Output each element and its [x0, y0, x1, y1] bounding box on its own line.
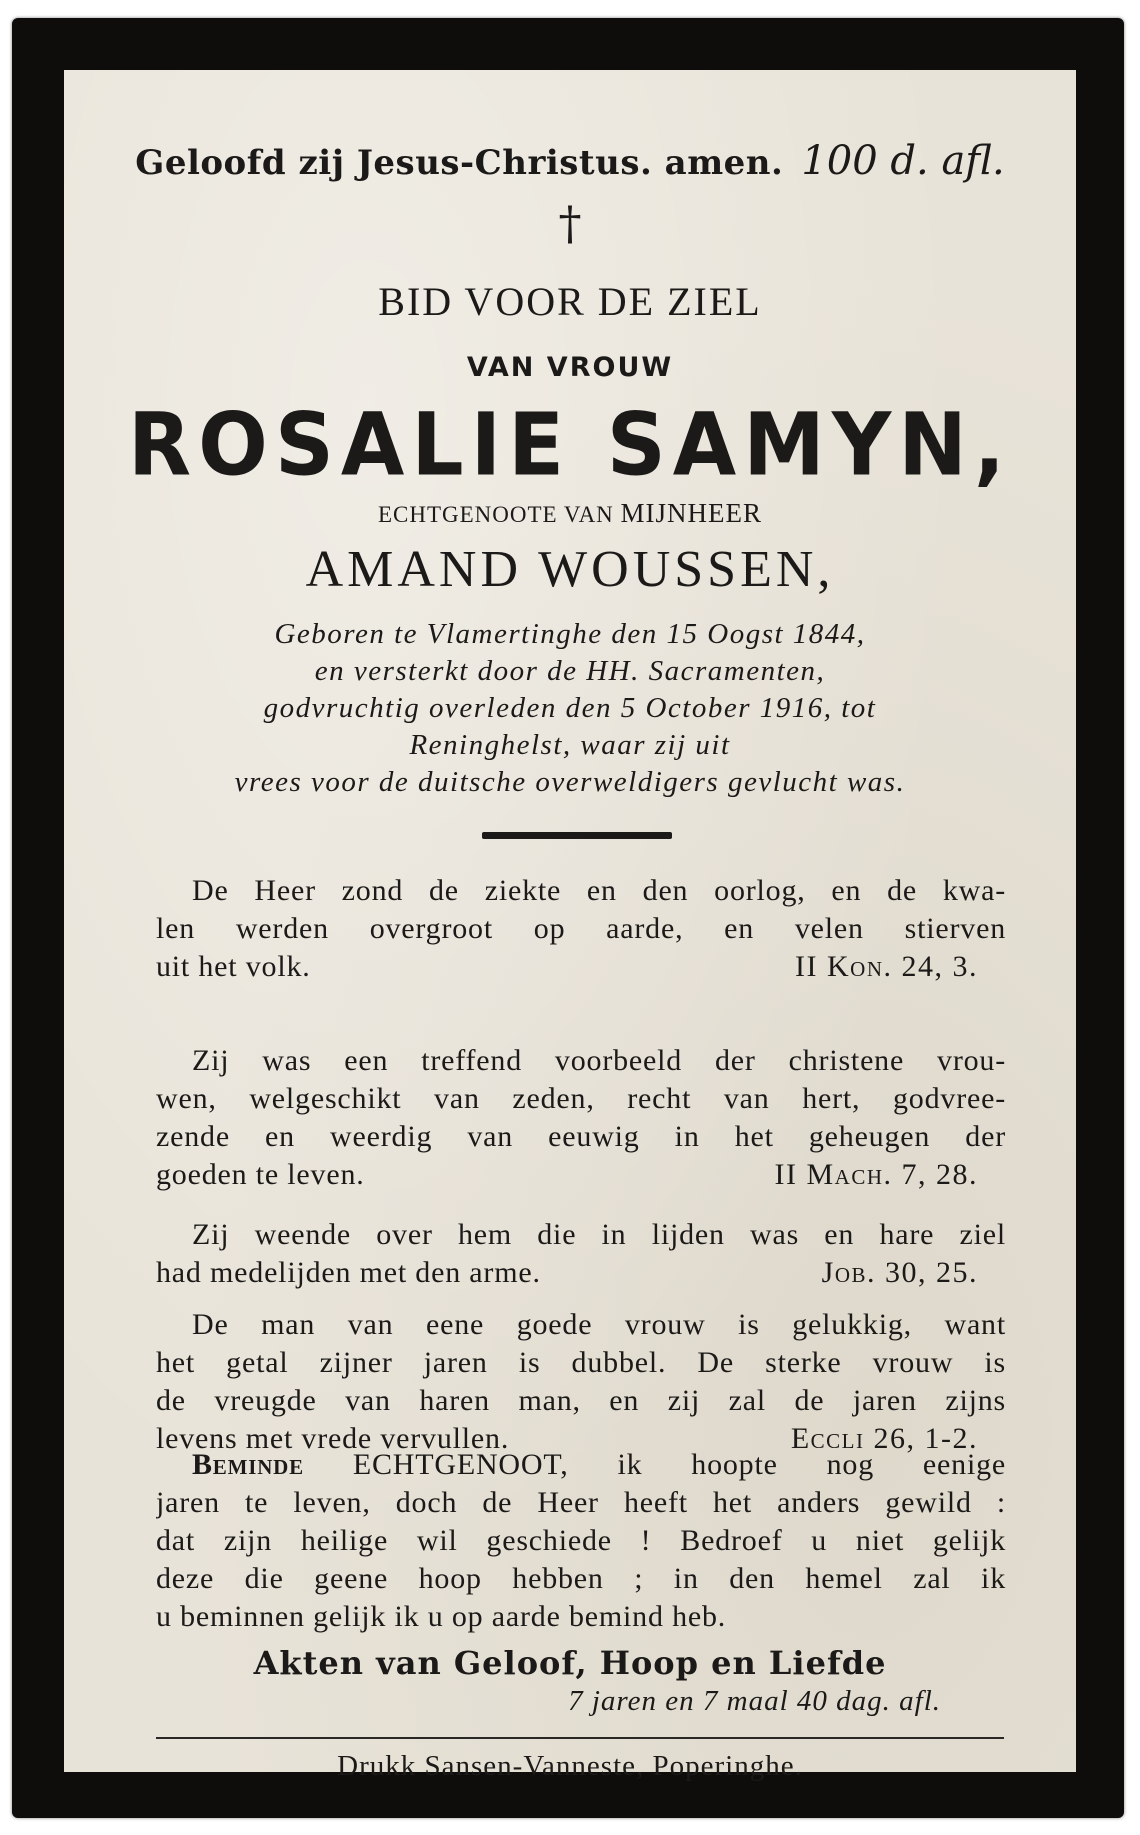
verse-reference: II Mach. 7, 28.	[774, 1158, 978, 1191]
verse-line: levens met vrede vervullen.	[156, 1422, 510, 1455]
verse-line: Zij was een treffend voorbeeld der christene vrou-	[192, 1044, 1006, 1077]
farewell-opening: Beminde	[192, 1448, 304, 1481]
divider-bar	[482, 832, 672, 839]
verse-line: deze die geene hoop hebben ; in den hemel zal ik	[156, 1562, 1006, 1595]
verse-line: had medelijden met den arme.	[156, 1256, 541, 1289]
verse-maccabees	[156, 1042, 1006, 1194]
verse-line: wen, welgeschikt van zeden, recht van hert, godvree-	[156, 1082, 1006, 1115]
bio-line-place: Reninghelst, waar zij uit	[409, 729, 731, 761]
bottom-rule	[156, 1737, 1004, 1739]
memorial-card	[12, 18, 1124, 1818]
bio-line-birth: Geboren te Vlamertinghe den 15 Oogst 1844,	[274, 618, 866, 650]
verse-line: Zij weende over hem die in lijden was en hare ziel	[192, 1218, 1006, 1251]
cross-icon: †	[558, 196, 582, 250]
verse-line: zende en weerdig van eeuwig in het geheugen der	[156, 1120, 1006, 1153]
verse-reference: Eccli 26, 1-2.	[790, 1422, 978, 1455]
pray-heading: BID VOOR DE ZIEL	[378, 279, 762, 324]
verse-line: de vreugde van haren man, en zij zal de jaren zijns	[156, 1384, 1006, 1417]
verse-line: uit het volk.	[156, 950, 311, 983]
spouse-label-title: MIJNHEER	[620, 498, 763, 528]
verse-last-line	[156, 948, 1006, 986]
spouse-name: AMAND WOUSSEN,	[305, 541, 835, 598]
verse-last-line	[156, 1254, 1006, 1292]
spouse-label	[64, 498, 1076, 529]
verse-line: De man van eene goede vrouw is gelukkig, want	[192, 1308, 1006, 1341]
verse-line: goeden te leven.	[156, 1158, 365, 1191]
card-paper	[64, 70, 1076, 1782]
verse-line: De Heer zond de ziekte en den oorlog, en de kwa-	[192, 874, 1006, 907]
bio-line-fled: vrees voor de duitsche overweldigers gevlucht was.	[234, 766, 906, 798]
verse-last-line	[156, 1598, 1006, 1636]
verse-job	[156, 1216, 1006, 1292]
farewell-opening-rest: ECHTGENOOT, ik hoopte nog eenige	[303, 1448, 1006, 1481]
verse-ecclesiasticus	[156, 1306, 1006, 1458]
verse-line: jaren te leven, doch de Heer heeft het anders gewild :	[156, 1486, 1006, 1519]
verse-line: dat zijn heilige wil geschiede ! Bedroef u niet gelijk	[156, 1524, 1006, 1557]
deceased-name: ROSALIE SAMYN,	[128, 395, 1012, 496]
verse-last-line	[156, 1156, 1006, 1194]
bio-line-sacraments: en versterkt door de HH. Sacramenten,	[314, 655, 826, 687]
farewell-paragraph	[156, 1446, 1006, 1636]
indulgence-text: 100 d. afl.	[801, 138, 1005, 184]
verse-reference: II Kon. 24, 3.	[795, 950, 978, 983]
verse-kings	[156, 872, 1006, 986]
acts-heading: Akten van Geloof, Hoop en Liefde	[253, 1644, 887, 1682]
praise-text: Geloofd zij Jesus-Christus. amen.	[135, 143, 784, 183]
acts-indulgence: 7 jaren en 7 maal 40 dag. afl.	[568, 1685, 941, 1717]
verse-line: het getal zijner jaren is dubbel. De sterke vrouw is	[156, 1346, 1006, 1379]
spouse-label-prefix: ECHTGENOOTE VAN	[377, 502, 621, 527]
of-woman-label: VAN VROUW	[466, 352, 674, 383]
verse-line: u beminnen gelijk ik u op aarde bemind heb.	[156, 1600, 727, 1633]
header-line	[64, 138, 1076, 184]
verse-line	[156, 1446, 1006, 1484]
verse-reference: Job. 30, 25.	[821, 1256, 978, 1289]
verse-line: len werden overgroot op aarde, en velen stierven	[156, 912, 1006, 945]
printer-credit: Drukk Sansen-Vanneste, Poperinghe.	[337, 1750, 803, 1782]
bio-line-death: godvruchtig overleden den 5 October 1916, tot	[263, 692, 877, 724]
